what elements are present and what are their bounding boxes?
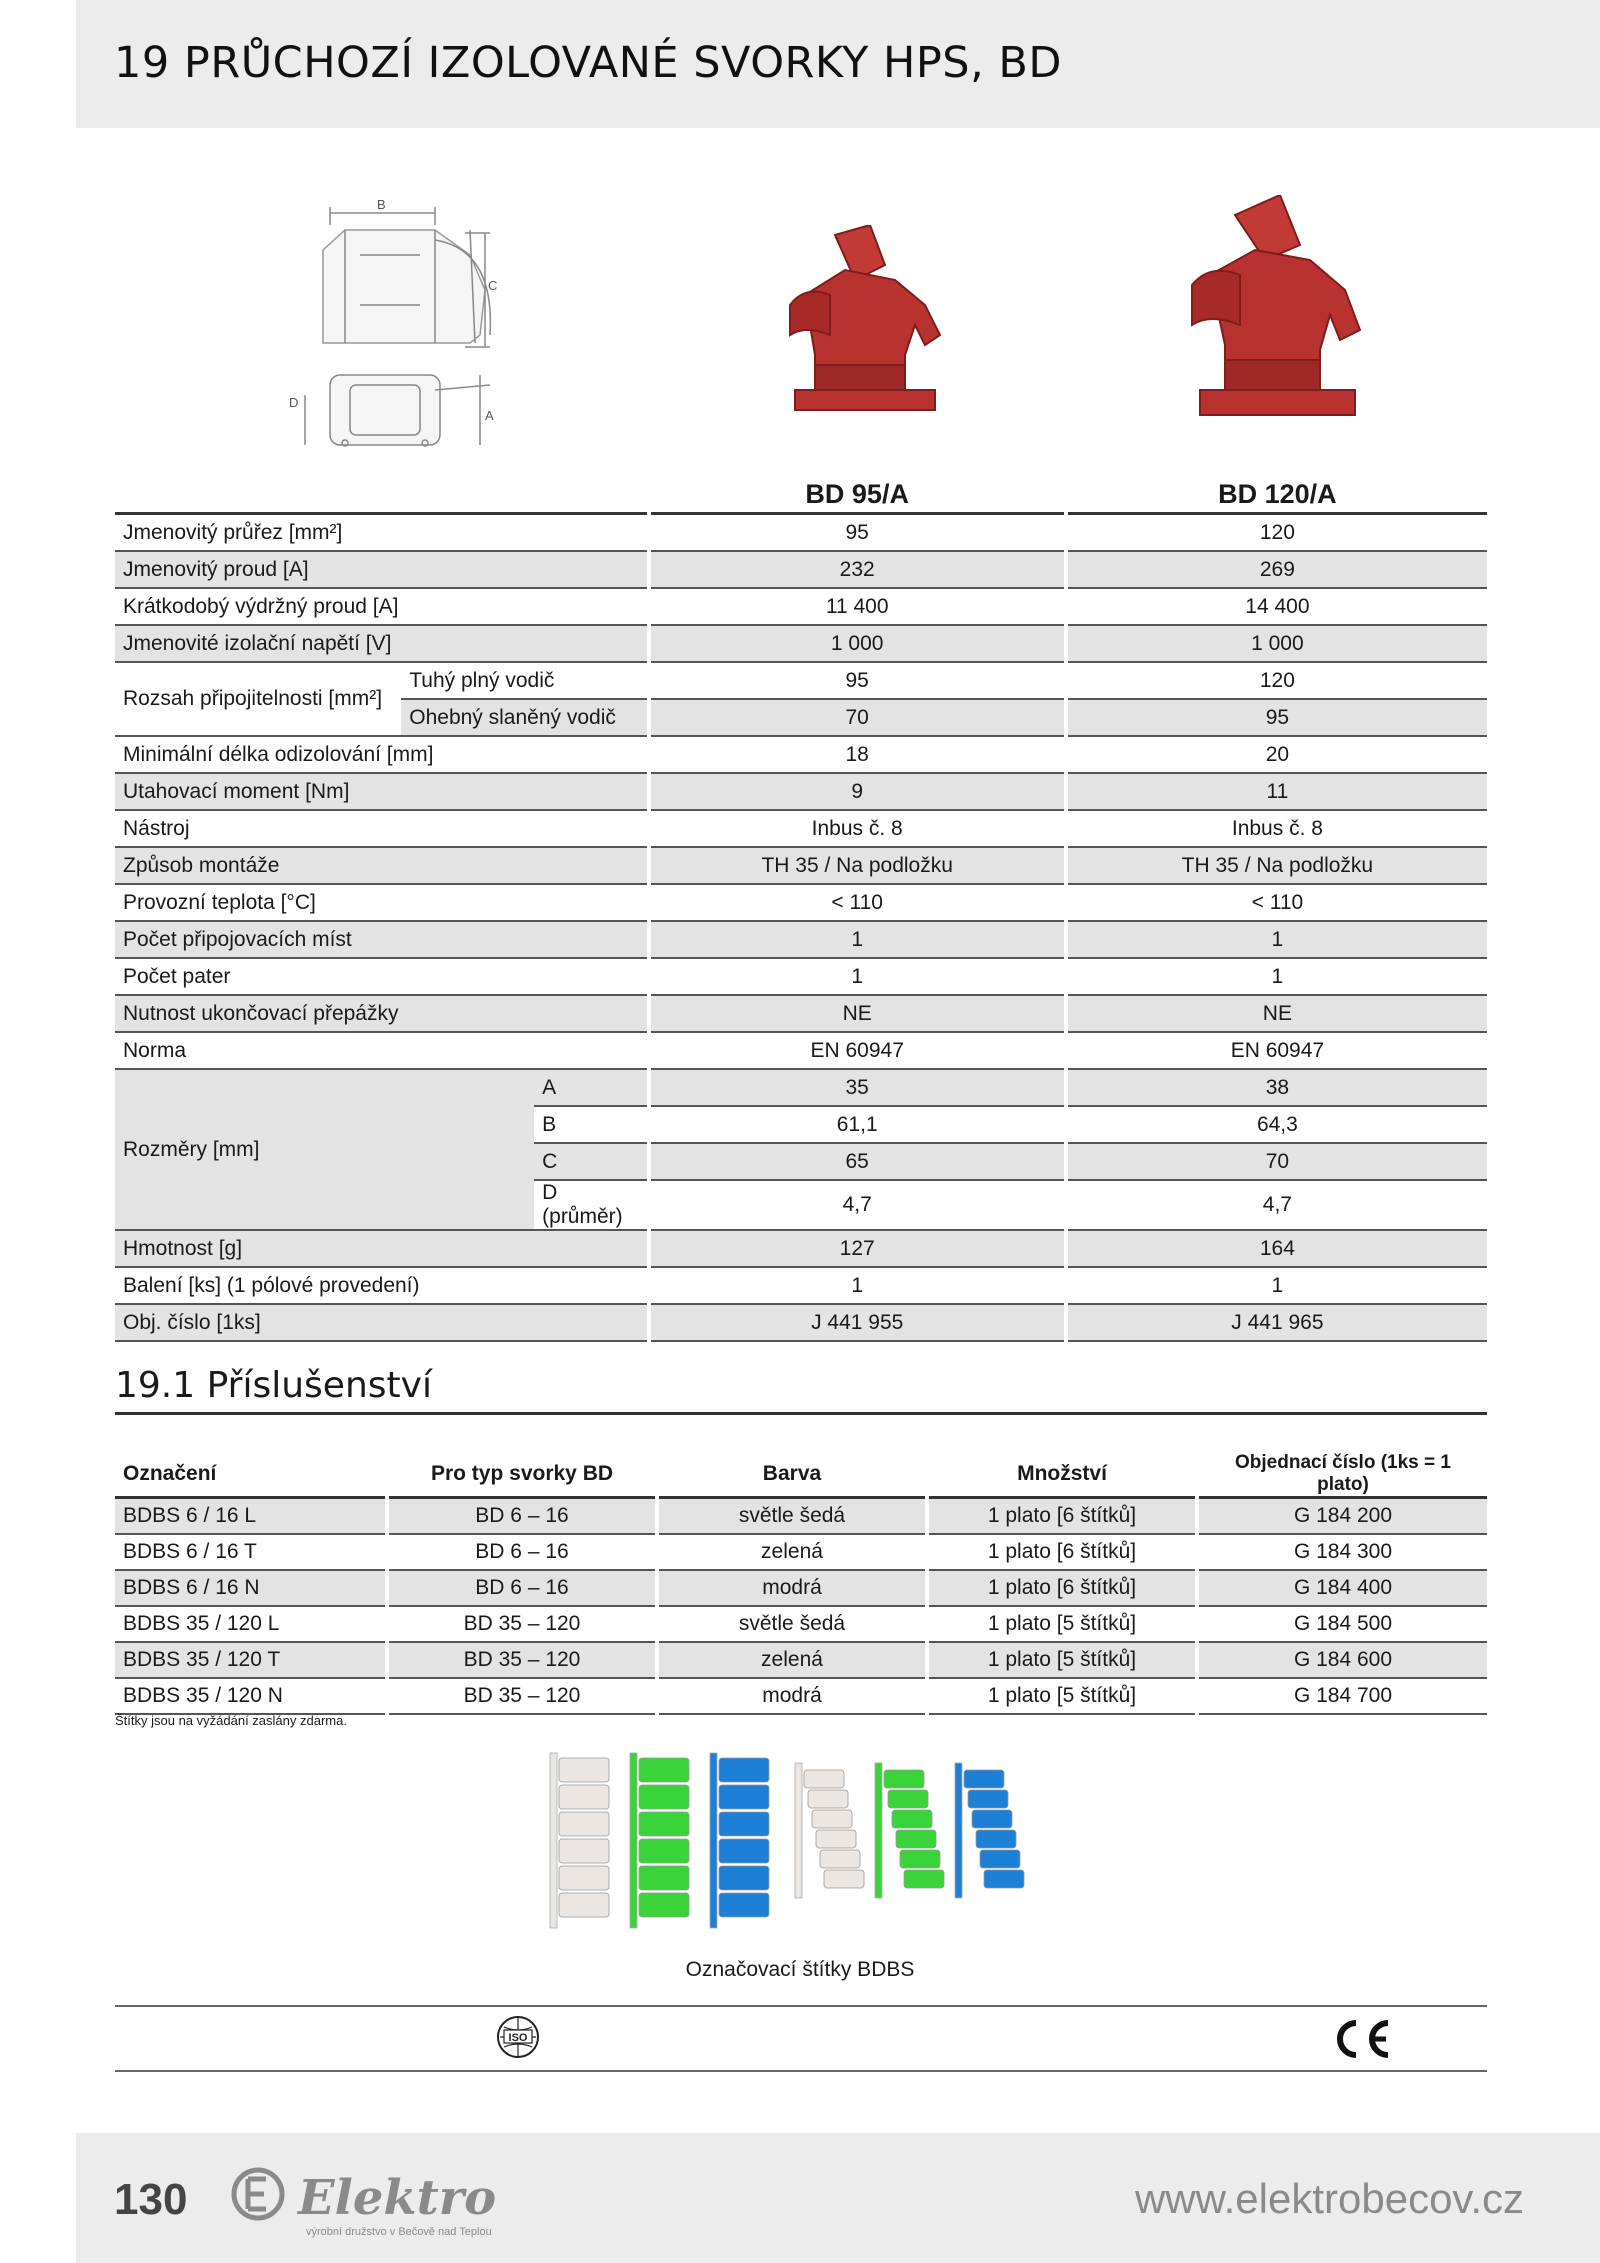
- spec-label: Hmotnost [g]: [115, 1231, 647, 1268]
- spec-row: [115, 737, 1487, 774]
- table-row: [115, 1679, 1487, 1715]
- acc-designation: BDBS 35 / 120 L: [115, 1607, 385, 1643]
- spec-row: [115, 1268, 1487, 1305]
- acc-type: BD 35 – 120: [389, 1643, 655, 1679]
- spec-label: Nástroj: [115, 811, 647, 848]
- table-row: [115, 1571, 1487, 1607]
- spec-label: Rozměry [mm]: [115, 1070, 534, 1231]
- accessories-note: Štítky jsou na vyžádání zaslány zdarma.: [115, 1713, 347, 1728]
- acc-color: světle šedá: [659, 1607, 925, 1643]
- labels-caption: Označovací štítky BDBS: [685, 1958, 915, 1981]
- spec-label: Rozsah připojitelnosti [mm²]: [115, 663, 401, 737]
- footer-rule-bottom: [115, 2070, 1487, 2072]
- logo-wordmark: Elektro: [298, 2170, 497, 2226]
- spec-value-bd95: < 110: [651, 885, 1064, 922]
- dimension-label-c: C: [488, 278, 498, 293]
- acc-designation: BDBS 35 / 120 N: [115, 1679, 385, 1715]
- label-strip: [630, 1753, 689, 1928]
- spec-value-bd120: 120: [1068, 515, 1487, 552]
- acc-designation: BDBS 35 / 120 T: [115, 1643, 385, 1679]
- spec-value-bd95: 95: [651, 663, 1064, 700]
- spec-value-bd120: Inbus č. 8: [1068, 811, 1487, 848]
- spec-header-blank: [115, 470, 647, 515]
- label-strip: [550, 1753, 609, 1928]
- label-strip: [955, 1763, 1024, 1898]
- spec-label: Provozní teplota [°C]: [115, 885, 647, 922]
- acc-type: BD 6 – 16: [389, 1535, 655, 1571]
- spec-sublabel: C: [534, 1144, 646, 1181]
- spec-label: Balení [ks] (1 pólové provedení): [115, 1268, 647, 1305]
- label-strip: [795, 1763, 864, 1898]
- spec-label: Minimální délka odizolování [mm]: [115, 737, 647, 774]
- spec-value-bd95: EN 60947: [651, 1033, 1064, 1070]
- spec-value-bd95: 18: [651, 737, 1064, 774]
- acc-quantity: 1 plato [5 štítků]: [929, 1607, 1195, 1643]
- dimension-label-a: A: [485, 408, 494, 423]
- page-title: 19 PRŮCHOZÍ IZOLOVANÉ SVORKY HPS, BD: [114, 38, 1063, 88]
- acc-order-number: G 184 500: [1199, 1607, 1487, 1643]
- acc-quantity: 1 plato [6 štítků]: [929, 1535, 1195, 1571]
- spec-value-bd95: 11 400: [651, 589, 1064, 626]
- spec-label: Způsob montáže: [115, 848, 647, 885]
- spec-value-bd120: 4,7: [1068, 1181, 1487, 1231]
- spec-value-bd95: 61,1: [651, 1107, 1064, 1144]
- spec-value-bd95: 70: [651, 700, 1064, 737]
- spec-row: [115, 1033, 1487, 1070]
- table-row: [115, 1499, 1487, 1535]
- page-number: 130: [114, 2175, 188, 2224]
- logo-tagline: výrobní družstvo v Bečově nad Teplou: [306, 2226, 492, 2238]
- spec-label: Jmenovitý proud [A]: [115, 552, 647, 589]
- spec-value-bd95: J 441 955: [651, 1305, 1064, 1342]
- page-header: [76, 0, 1600, 128]
- acc-quantity: 1 plato [5 štítků]: [929, 1679, 1195, 1715]
- spec-label: Jmenovité izolační napětí [V]: [115, 626, 647, 663]
- spec-row: [115, 996, 1487, 1033]
- spec-label: Počet připojovacích míst: [115, 922, 647, 959]
- page-footer: [76, 2133, 1600, 2263]
- spec-value-bd95: 9: [651, 774, 1064, 811]
- acc-order-number: G 184 200: [1199, 1499, 1487, 1535]
- spec-header-bd95: BD 95/A: [651, 470, 1064, 515]
- dimension-drawing: [285, 195, 505, 465]
- acc-color: zelená: [659, 1643, 925, 1679]
- spec-value-bd95: 1: [651, 922, 1064, 959]
- acc-color: modrá: [659, 1679, 925, 1715]
- dimension-label-b: B: [377, 197, 386, 212]
- spec-row: [115, 589, 1487, 626]
- spec-value-bd120: 164: [1068, 1231, 1487, 1268]
- spec-row: [115, 552, 1487, 589]
- spec-label: Počet pater: [115, 959, 647, 996]
- table-row: [115, 1535, 1487, 1571]
- spec-row: [115, 1305, 1487, 1342]
- ce-mark-icon: [1328, 2017, 1394, 2061]
- dimension-label-d: D: [289, 395, 299, 410]
- spec-value-bd120: 1: [1068, 959, 1487, 996]
- spec-row: [115, 663, 1487, 700]
- acc-color: světle šedá: [659, 1499, 925, 1535]
- acc-quantity: 1 plato [6 štítků]: [929, 1499, 1195, 1535]
- spec-row: [115, 885, 1487, 922]
- product-image-bd95: [775, 225, 955, 415]
- spec-row: [115, 774, 1487, 811]
- spec-sublabel: Tuhý plný vodič: [401, 663, 646, 700]
- spec-value-bd120: 1: [1068, 922, 1487, 959]
- spec-value-bd120: 70: [1068, 1144, 1487, 1181]
- acc-type: BD 35 – 120: [389, 1607, 655, 1643]
- spec-value-bd95: 1: [651, 959, 1064, 996]
- spec-row: [115, 848, 1487, 885]
- acc-type: BD 6 – 16: [389, 1571, 655, 1607]
- spec-value-bd120: < 110: [1068, 885, 1487, 922]
- acc-type: BD 6 – 16: [389, 1499, 655, 1535]
- spec-value-bd120: 11: [1068, 774, 1487, 811]
- spec-label: Nutnost ukončovací přepážky: [115, 996, 647, 1033]
- spec-value-bd120: 14 400: [1068, 589, 1487, 626]
- spec-row: [115, 959, 1487, 996]
- spec-row: [115, 922, 1487, 959]
- elektro-logo: [226, 2159, 626, 2239]
- spec-value-bd95: 1: [651, 1268, 1064, 1305]
- acc-quantity: 1 plato [5 štítků]: [929, 1643, 1195, 1679]
- spec-value-bd120: 1: [1068, 1268, 1487, 1305]
- acc-header-type: Pro typ svorky BD: [389, 1452, 655, 1499]
- spec-value-bd95: 65: [651, 1144, 1064, 1181]
- acc-header-designation: Označení: [115, 1452, 385, 1499]
- spec-sublabel: A: [534, 1070, 646, 1107]
- footer-rule-top: [115, 2005, 1487, 2007]
- acc-color: modrá: [659, 1571, 925, 1607]
- spec-value-bd120: 95: [1068, 700, 1487, 737]
- spec-header-bd120: BD 120/A: [1068, 470, 1487, 515]
- spec-label: Utahovací moment [Nm]: [115, 774, 647, 811]
- spec-value-bd120: 269: [1068, 552, 1487, 589]
- spec-value-bd120: 64,3: [1068, 1107, 1487, 1144]
- table-row: [115, 1643, 1487, 1679]
- spec-row: [115, 1070, 1487, 1107]
- bdbs-labels-image: [530, 1748, 1080, 1938]
- spec-value-bd95: 35: [651, 1070, 1064, 1107]
- acc-order-number: G 184 600: [1199, 1643, 1487, 1679]
- label-strip: [710, 1753, 769, 1928]
- acc-header-color: Barva: [659, 1452, 925, 1499]
- acc-type: BD 35 – 120: [389, 1679, 655, 1715]
- acc-color: zelená: [659, 1535, 925, 1571]
- acc-designation: BDBS 6 / 16 L: [115, 1499, 385, 1535]
- acc-designation: BDBS 6 / 16 N: [115, 1571, 385, 1607]
- accessories-title: 19.1 Příslušenství: [115, 1365, 432, 1406]
- acc-order-number: G 184 400: [1199, 1571, 1487, 1607]
- spec-table: [115, 470, 1487, 1342]
- spec-value-bd95: 4,7: [651, 1181, 1064, 1231]
- spec-row: [115, 515, 1487, 552]
- spec-value-bd120: NE: [1068, 996, 1487, 1033]
- acc-quantity: 1 plato [6 štítků]: [929, 1571, 1195, 1607]
- spec-label: Krátkodobý výdržný proud [A]: [115, 589, 647, 626]
- spec-sublabel: Ohebný slaněný vodič: [401, 700, 646, 737]
- spec-sublabel: B: [534, 1107, 646, 1144]
- acc-header-quantity: Množství: [929, 1452, 1195, 1499]
- spec-value-bd95: TH 35 / Na podložku: [651, 848, 1064, 885]
- spec-value-bd120: TH 35 / Na podložku: [1068, 848, 1487, 885]
- spec-label: Jmenovitý průřez [mm²]: [115, 515, 647, 552]
- spec-row: [115, 811, 1487, 848]
- spec-value-bd120: 120: [1068, 663, 1487, 700]
- spec-value-bd120: 38: [1068, 1070, 1487, 1107]
- spec-label: Obj. číslo [1ks]: [115, 1305, 647, 1342]
- product-image-bd120: [1180, 195, 1380, 420]
- spec-value-bd120: 1 000: [1068, 626, 1487, 663]
- spec-value-bd95: 95: [651, 515, 1064, 552]
- acc-designation: BDBS 6 / 16 T: [115, 1535, 385, 1571]
- spec-value-bd95: 1 000: [651, 626, 1064, 663]
- website-url: www.elektrobecov.cz: [1134, 2175, 1524, 2222]
- iso-certification-icon: [496, 2015, 540, 2059]
- acc-order-number: G 184 700: [1199, 1679, 1487, 1715]
- spec-value-bd95: NE: [651, 996, 1064, 1033]
- table-row: [115, 1607, 1487, 1643]
- spec-row: [115, 1231, 1487, 1268]
- spec-sublabel: D (průměr): [534, 1181, 646, 1231]
- spec-value-bd120: 20: [1068, 737, 1487, 774]
- acc-order-number: G 184 300: [1199, 1535, 1487, 1571]
- spec-value-bd120: EN 60947: [1068, 1033, 1487, 1070]
- iso-text: ISO: [508, 2032, 528, 2044]
- spec-value-bd95: 127: [651, 1231, 1064, 1268]
- section-divider: [115, 1412, 1487, 1415]
- accessories-table: [115, 1452, 1487, 1715]
- spec-value-bd95: 232: [651, 552, 1064, 589]
- acc-header-order-number: Objednací číslo (1ks = 1 plato): [1199, 1452, 1487, 1499]
- spec-label: Norma: [115, 1033, 647, 1070]
- label-strip: [875, 1763, 944, 1898]
- spec-value-bd120: J 441 965: [1068, 1305, 1487, 1342]
- spec-row: [115, 626, 1487, 663]
- spec-value-bd95: Inbus č. 8: [651, 811, 1064, 848]
